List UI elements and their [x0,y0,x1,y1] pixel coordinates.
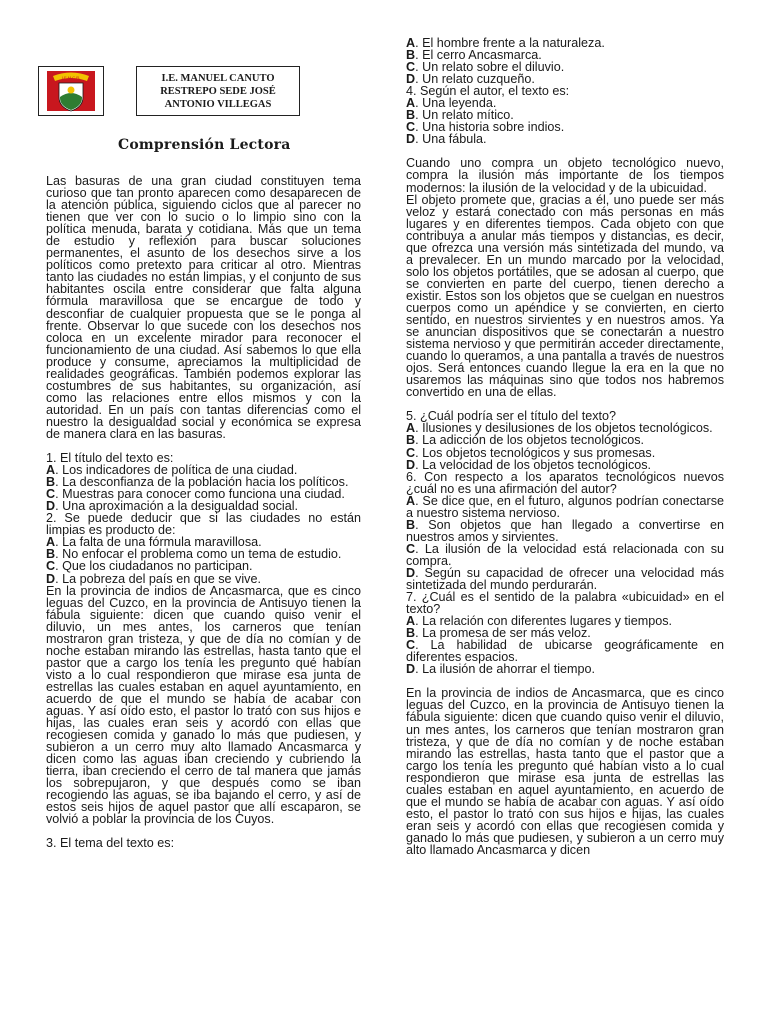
page-title: Comprensión Lectora [118,137,291,153]
option-1b: B. La desconfianza de la población hacia los políticos. [46,475,349,490]
option-4c: C. Una historia sobre indios. [406,120,565,135]
school-name-line: I.E. MANUEL CANUTO [161,73,275,84]
option-6b: B. Son objetos que han llegado a convertirse en nuestros amos y sirvientes. [406,517,724,544]
left-column [46,175,361,850]
option-3a: A. El hombre frente a la naturaleza. [406,36,605,50]
reading-passage-basuras: Las basuras de una gran ciudad constituyen tema curioso que tan pronto aparecen como desaparecen de la atención pública, siguiendo ciclos que al parecer no tienen que ver con lo sucio o lo limpio sino con la política menuda, barata y cotidiana. Más que un tema de estudio y reflexión para buscar soluciones permanentes, el asunto de los desechos sirve a los políticos como pretexto para criticar al otro. Mientras tanto las ciudades no están limpias, y el conjunto de sus habitantes oscila entre considerar que falta alguna fórmula maravillosa que se encargue de todo y desconfiar de cualquier propuesta que se le ponga al frente. Observar lo que sucede con los desechos nos coloca en un excelente mirador para reconocer el funcionamiento de una ciudad. Así sabemos lo que ella produce y consume, apreciamos la multiplicidad de realidades geográficas. También podemos explorar las costumbres de sus habitantes, su organización, así como las relaciones entre ellos mismos y con la autoridad. En un país con tantas diferencias como el nuestro la desigualdad social y económica se expresa de manera clara en las basuras. [46,174,361,441]
school-crest-icon [39,67,103,115]
option-7c: C. La habilidad de ubicarse geográficamente en diferentes espacios. [406,638,724,665]
option-3c: C. Un relato sobre el diluvio. [406,60,565,75]
school-name-box [136,66,300,116]
option-7d: D. La ilusión de ahorrar el tiempo. [406,662,596,677]
option-6c: C. La ilusión de la velocidad está relacionada con su compra. [406,541,724,568]
option-6a: A. Se dice que, en el futuro, algunos podrían conectarse a nuestro sistema nervioso. [406,493,724,520]
option-4a: A. Una leyenda. [406,96,497,111]
question-1: 1. El título del texto es: [46,451,174,466]
reading-passage-ancasmarca: En la provincia de indios de Ancasmarca, que es cinco leguas del Cuzco, en la provincia de Antisuyo tienen la fábula siguiente: dicen que cuando quiso venir el diluvio, un mes antes, los carneros que tenían mostraron gran tristeza, y que de día no comían y de noche estaban mirando las estrellas, hasta tanto que el pastor que a cargo los tenía les pregunto qué habían visto a lo cual respondieron que mirase esa junta de estrellas las cuales estaban en aquel ayuntamiento, en acuerdo de que el mundo se había de acabar con aguas. Y así oído esto, el pastor lo trató con sus hijos e hijas, las cuales eran seis y acordó con ellas que recogiesen comida y ganado lo más que pudiesen, y subieron a un cerro muy alto llamado Ancasmarca y dicen como las aguas iban creciendo y cubriendo la tierra, iban creciendo el cerro de tal manera que jamás los sobrepujaron, y que después como se iban recogiendo las aguas, se iba bajando el cerro, y así de estos seis hijos de aquel pastor que allí escaparon, se volvió a poblar la provincia de los Cuyos. [46,583,361,827]
option-1c: C. Muestras para conocer como funciona una ciudad. [46,487,345,502]
option-1a: A. Los indicadores de política de una ciudad. [46,463,298,478]
school-name-line: RESTREPO SEDE JOSÉ [160,86,276,97]
option-5d: D. La velocidad de los objetos tecnológicos. [406,457,652,472]
school-name-line: ANTONIO VILLEGAS [164,99,272,110]
option-2c: C. Que los ciudadanos no participan. [46,559,253,574]
reading-passage-tecnologia-intro: Cuando uno compra un objeto tecnológico nuevo, compra la ilusión más importante de los tiempos modernos: la ilusión de la velocidad y de la ubicuidad. [406,156,724,195]
question-2: 2. Se puede deducir que si las ciudades no están limpias es producto de: [46,511,361,538]
school-logo-frame [38,66,104,116]
question-3: 3. El tema del texto es: [46,836,175,851]
option-3b: B. El cerro Ancasmarca. [406,48,542,63]
option-7b: B. La promesa de ser más veloz. [406,626,591,641]
crest-logo-text: I.E.M.C.R. [61,75,81,80]
option-2a: A. La falta de una fórmula maravillosa. [46,535,262,550]
option-3d: D. Un relato cuzqueño. [406,72,535,87]
question-6: 6. Con respecto a los aparatos tecnológicos nuevos ¿cuál no es una afirmación del autor? [406,469,724,496]
option-5b: B. La adicción de los objetos tecnológicos. [406,433,645,448]
crest-sun [68,87,75,94]
option-2d: D. La pobreza del país en que se vive. [46,571,261,586]
option-1d: D. Una aproximación a la desigualdad social. [46,499,299,514]
reading-passage-tecnologia: El objeto promete que, gracias a él, uno puede ser más veloz y estará conectado con más personas en más lugares y en diferentes tiempos. Cada objeto con que contribuya a anular más tiempos y distancias, es decir, que ofrezca una versión más sintetizada del mundo, va a prevalecer. En un mundo marcado por la velocidad, solo los objetos portátiles, que se adosan al cuerpo, que se convierten en parte del cuerpo, tienen derecho a existir. Estos son los objetos que se cuelgan en nuestros cuerpos como un apéndice y se convierten, en cierto sentido, en nuestros sirvientes y en nuestros amos. Ya se anuncian dispositivos que se conectarán a nuestro sistema nervioso y que permitirán acceder directamente, cuando lo queramos, a una pantalla a través de nuestros ojos. Será entonces cuando llegue la era en la que no usaremos las máquinas sino que todos nos habremos convertido en una de ellas. [406,192,724,400]
question-4: 4. Según el autor, el texto es: [406,84,570,99]
reading-passage-ancasmarca-repeat: En la provincia de indios de Ancasmarca, que es cinco leguas del Cuzco, en la provincia de Antisuyo tienen la fábula siguiente: dicen que cuando quiso venir el diluvio, un mes antes, los carneros que tenían mostraron gran tristeza, y que de día no comían y de noche estaban mirando las estrellas, hasta tanto que el pastor que a cargo los tenía les pregunto qué habían visto a lo cual respondieron que mirase esa junta de estrellas las cuales estaban en aquel ayuntamiento, en acuerdo de que el mundo se había de acabar con aguas. Y así oído esto, el pastor lo trató con sus hijos e hijas, las cuales eran seis y acordó con ellas que recogiesen comida y ganado lo más que pudiesen, y subieron a un cerro muy alto llamado Ancasmarca y dicen [406,686,724,857]
option-2b: B. No enfocar el problema como un tema de estudio. [46,547,342,562]
question-5: 5. ¿Cuál podría ser el título del texto? [406,409,617,424]
option-5c: C. Los objetos tecnológicos y sus promesas. [406,445,656,460]
question-7: 7. ¿Cuál es el sentido de la palabra «ubicuidad» en el texto? [406,590,724,617]
school-header [38,66,300,116]
option-6d: D. Según su capacidad de ofrecer una velocidad más sintetizada del mundo perdurarán. [406,565,724,593]
option-4b: B. Un relato mítico. [406,108,514,123]
right-column [406,37,724,856]
option-4d: D. Una fábula. [406,132,487,147]
option-7a: A. La relación con diferentes lugares y tiempos. [406,614,673,629]
option-5a: A. Ilusiones y desilusiones de los objetos tecnológicos. [406,421,713,436]
